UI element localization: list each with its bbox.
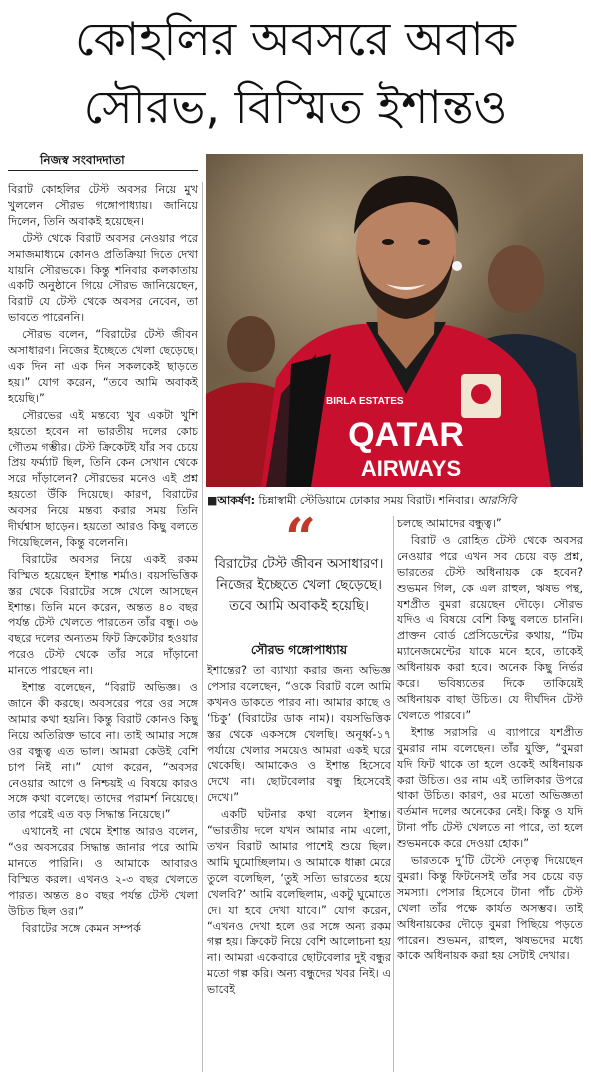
column-divider-2 [393, 516, 394, 1072]
paragraph: ইশান্ত সরাসরি এ ব্যাপারে যশপ্রীত বুমরার নাম বলেছেন। তাঁর যুক্তি, “বুমরা যদি ফিট থাকে তা হলে ওকেই অধিনায়ক করা উচিত। ওর নাম এই তালিকার উপরে থাকা উচিত। কারণ, ওর মতো অভিজ্ঞতা বর্তমান দলের অনেকের নেই। কিন্তু ও যদি টানা পাঁচ টেস্ট খেলতে না পারে, তা হলে শুভমনকে করে দেওয়া হোক।” [397, 725, 583, 851]
paragraph: টেস্ট থেকে বিরাট অবসর নেওয়ার পরে সমাজমাধ্যমে কোনও প্রতিক্রিয়া দিতে দেখা যায়নি সৌরভকে। কিন্তু শনিবার কলকাতায় একটি অনুষ্ঠানে গিয়ে সৌরভ জানিয়েছেন, বিরাট যে টেস্ট থেকে অবসর নেবেন, তা ভাবতে পারেননি। [8, 231, 198, 325]
article-column-1 [8, 182, 198, 1074]
paragraph: চলছে আমাদের বন্ধুত্ব।” [397, 517, 502, 530]
paragraph: সৌরভ বলেন, “বিরাটের টেস্ট জীবন অসাধারণ। নিজের ইচ্ছেতে খেলা ছেড়েছে। এক দিন না এক দিন সকলকেই ছাড়তে হয়।” যোগ করেন, “তবে আমি অবাকই হয়েছি।” [8, 328, 198, 405]
cricketer-photo [206, 154, 583, 487]
article-column-3 [397, 516, 583, 1075]
jersey-sponsor-text-1: QATAR [348, 416, 464, 454]
photo-caption [207, 493, 583, 508]
caption-label: আকর্ষণ: [217, 494, 256, 507]
article-column-2 [207, 663, 391, 1075]
paragraph: ইশান্ত বলেছেন, “বিরাট অভিজ্ঞ। ও জানে কী করছে। অবসরের পরে ওর সঙ্গে আমার কথা হয়নি। কিন্তু বিরাট কোনও কিছু নিয়ে অতিরিক্ত ভাবে না। তাই আমার সঙ্গে ওর বন্ধুত্ব এত ভাল। আমরা কেউই বেশি চাপ নিই না।” যোগ করেন, “অবসর নেওয়ার আগে ও নিশ্চয়ই এ বিষয়ে কারও সঙ্গে কথা বলেছে। তাদের পরামর্শ নিয়েছে। তার পরেই এত বড় সিদ্ধান্ত নিয়েছে।” [8, 681, 198, 822]
headline-line-2: সৌরভ, বিস্মিত ইশান্তও [83, 80, 508, 134]
caption-square-icon: ■ [207, 494, 218, 507]
paragraph: এখানেই না থেমে ইশান্ত আরও বলেন, “ওর অবসরের সিদ্ধান্ত জানার পরে আমি মানতে পারিনি। ও আমাকে আবারও বিস্মিত করল। এখনও ২-৩ বছর খেলতে পারত। অন্তত ৪০ বছর পর্যন্ত টেস্ট খেলা উচিত ছিল ওর।” [8, 825, 198, 918]
byline-divider [8, 170, 198, 171]
pull-quote [207, 506, 391, 658]
caption-text: চিন্নাস্বামী স্টেডিয়ামে ঢোকার সময় বিরাট। শনিবার। [255, 494, 475, 507]
paragraph: বিরাট কোহলির টেস্ট অবসর নিয়ে মুখ খুললেন সৌরভ গঙ্গোপাধ্যায়। জানিয়ে দিলেন, তিনি অবাকই হয়েছেন। [8, 183, 198, 228]
paragraph: ভারতকে দু’টি টেস্টে নেতৃত্ব দিয়েছেন বুমরা। কিন্তু ফিটনেসই তাঁর সব চেয়ে বড় সমস্যা। পেসার হিসেবে টানা পাঁচ টেস্ট খেলা তাঁর পক্ষে কার্যত অসম্ভব। তাই অধিনায়কের দৌড়ে বুমরা পিছিয়ে পড়তে পারেন। শুভমন, রাহুল, ঋষভদের মধ্যে কাকে অধিনায়ক করা হয় সেটাই দেখার। [397, 854, 583, 963]
quote-text: বিরাটের টেস্ট জীবন অসাধারণ। নিজের ইচ্ছেতে খেলা ছেড়েছে। তবে আমি অবাকই হয়েছি। [214, 556, 384, 614]
quote-attribution: সৌরভ গঙ্গোপাধ্যায় [250, 642, 348, 657]
column-divider-1 [202, 182, 203, 1072]
jersey-badge-text: BIRLA ESTATES [326, 396, 404, 407]
paragraph: একটি ঘটনার কথা বলেন ইশান্ত। “ভারতীয় দলে যখন আমার নাম এলো, তখন বিরাট আমার পাশেই শুয়ে ছিল। আমি ঘুমোচ্ছিলাম। ও আমাকে ধাক্কা মেরে তুলে বলেছিল, ‘তুই সত্যি ভারতের হয়ে খেলবি?’ আমি বলেছিলাম, একটু ঘুমোতে দে। যা হবে দেখা যাবে।” যোগ করেন, “এখনও দেখা হলে ওর সঙ্গে অন্য রকম গল্প হয়। ক্রিকেট নিয়ে বেশি আলোচনা হয় না। আমরা একেবারে ছোটবেলার দুই বন্ধুর মতো গল্প করি। অন্য বন্ধুদের খবর নিই। এ ভাবেই [207, 808, 391, 997]
photo-illustration [206, 154, 583, 487]
paragraph: বিরাটের সঙ্গে কেমন সম্পর্ক [22, 921, 141, 935]
paragraph: সৌরভের এই মন্তব্যে খুব একটা খুশি হয়তো হবেন না ভারতীয় দলের কোচ গৌতম গম্ভীর। টেস্ট ক্রিকেটই যাঁর সব চেয়ে প্রিয় ফর্ম্যাট ছিল, তিনি কেন সেখান থেকে সরে দাঁড়ালেন? সৌরভের মনেও এই প্রশ্ন হয়তো উঁকি দিয়েছে। কারণ, বিরাটের অবসর নিয়ে মন্তব্য করার সময় তিনি দীর্ঘশ্বাস ছাড়েন। হয়তো আরও কিছু বলতে গিয়েছিলেন, কিন্তু বলেননি। [8, 408, 198, 549]
quote-mark-icon: “ [285, 506, 317, 570]
headline-line-1: কোহলির অবসরে অবাক [75, 12, 516, 66]
byline: নিজস্ব সংবাদদাতা [40, 153, 125, 167]
paragraph: বিরাটের অবসর নিয়ে একই রকম বিস্মিত হয়েছেন ইশান্ত শর্মাও। বয়সভিত্তিক স্তর থেকে বিরাটের সঙ্গে খেলে আসছেন ইশান্ত। তিনি মনে করেন, অন্তত ৪০ বছর পর্যন্ত টেস্ট খেলতে পারতেন তাঁর বন্ধু। ৩৬ বছরে দলের অন্যতম ফিট ক্রিকেটার হওয়ার পরেও টেস্ট থেকে তাঁর সরে দাঁড়ানো মানতে পারছেন না। [8, 552, 198, 678]
paragraph: বিরাট ও রোহিত টেস্ট থেকে অবসর নেওয়ার পরে এখন সব চেয়ে বড় প্রশ্ন, ভারতের টেস্ট অধিনায়ক কে হবেন? শুভমন গিল, কে এল রাহুল, ঋষভ পন্থ, যশপ্রীত বুমরা রয়েছেন দৌড়ে। সৌরভ যদিও এ বিষয়ে বেশি কিছু বলতে চাননি। প্রাক্তন বোর্ড প্রেসিডেন্টের কথায়, “টিম ম্যানেজমেন্টের যাকে মনে হবে, তাকেই অধিনায়ক করা হবে। অনেক কিছু নির্ভর করে। ভবিষ্যতের দিকে তাকিয়েই অধিনায়ক বাছা উচিত। যে দীর্ঘদিন টেস্ট খেলতে পারবে।” [397, 533, 583, 722]
paragraph: ইশান্তের? তা ব্যাখ্যা করার জন্য অভিজ্ঞ পেসার বলেছেন, “ওকে বিরাট বলে আমি কখনও ডাকতে পারব না। আমার কাছে ও ‘চিকু’ (বিরাটের ডাক নাম)। বয়সভিত্তিক স্তর থেকে একসঙ্গে খেলছি। অনূর্ধ্ব-১৭ পর্যায়ে খেলার সময়েও আমরা একই ঘরে থেকেছি। আমাকেও ও ইশান্ত হিসেবে দেখে না। ছোটবেলার বন্ধু হিসেবেই দেখে।” [207, 664, 391, 805]
jersey-sponsor-text-2: AIRWAYS [360, 456, 462, 481]
caption-credit: আরসিবি [474, 494, 517, 507]
